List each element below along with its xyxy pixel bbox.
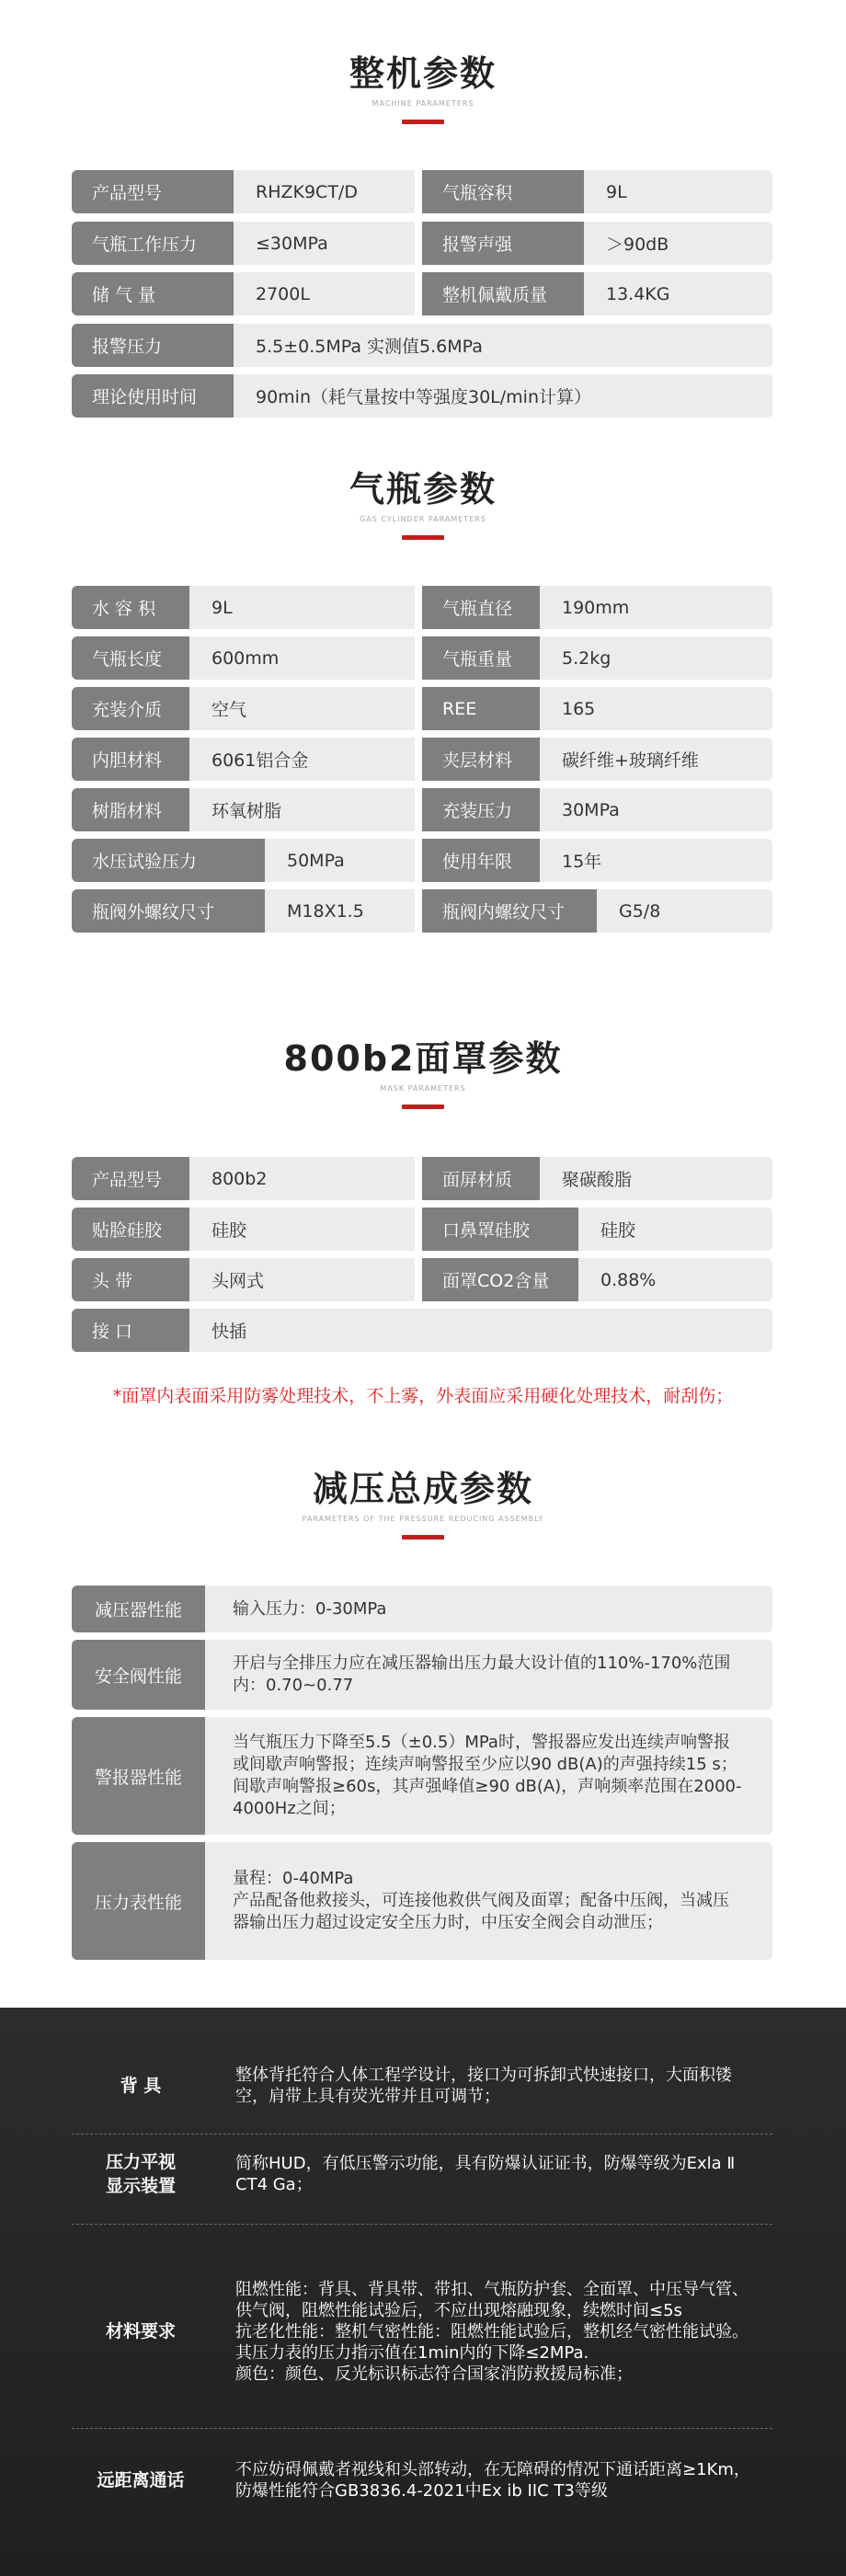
cylinder-value: 190mm xyxy=(540,586,772,629)
other-row-1 xyxy=(72,2056,772,2115)
cylinder-value: 15年 xyxy=(540,839,772,882)
reducer-section xyxy=(0,1466,846,1540)
machine-header xyxy=(0,51,846,124)
mask-note: *面罩内表面采用防雾处理技术，不上雾，外表面应采用硬化处理技术，耐刮伤； xyxy=(112,1386,734,1406)
divider xyxy=(72,2224,772,2225)
row-gap xyxy=(415,1258,422,1301)
machine-row-1 xyxy=(72,170,772,213)
reducer-value: 量程：0-40MPa 产品配备他救接头，可连接他救供气阀及面罩；配备中压阀，当减压器输出压力超过设定安全压力时，中压安全阀会自动泄压； xyxy=(205,1842,772,1960)
cylinder-row-3 xyxy=(72,687,772,730)
reducer-label: 安全阀性能 xyxy=(72,1640,205,1710)
cylinder-row-2 xyxy=(72,636,772,680)
row-gap xyxy=(415,170,422,213)
cylinder-label: 树脂材料 xyxy=(72,788,189,831)
cylinder-section xyxy=(0,466,846,540)
machine-value: 9L xyxy=(584,170,772,213)
machine-label: 整机佩戴质量 xyxy=(422,272,584,315)
other-label: 背 具 xyxy=(120,2076,162,2096)
mask-value: 800b2 xyxy=(189,1157,415,1200)
row-gap xyxy=(415,889,422,933)
cylinder-title: 气瓶参数 xyxy=(349,469,497,509)
mask-value: 头网式 xyxy=(189,1258,415,1301)
mask-label: 面罩CO2含量 xyxy=(422,1258,578,1301)
machine-value: 13.4KG xyxy=(584,272,772,315)
row-gap xyxy=(415,586,422,629)
mask-value: 硅胶 xyxy=(578,1208,772,1251)
cylinder-label: 水压试验压力 xyxy=(72,839,265,882)
mask-label: 接 口 xyxy=(72,1309,189,1352)
other-row-2 xyxy=(72,2145,772,2204)
cylinder-row-7 xyxy=(72,889,772,933)
reducer-row-2 xyxy=(72,1640,772,1710)
cylinder-label: 水 容 积 xyxy=(72,586,189,629)
cylinder-label: 瓶阀外螺纹尺寸 xyxy=(72,889,265,933)
reducer-title: 减压总成参数 xyxy=(312,1469,533,1509)
reducer-label: 警报器性能 xyxy=(72,1717,205,1835)
mask-label: 头 带 xyxy=(72,1258,189,1301)
reducer-value: 当气瓶压力下降至5.5（±0.5）MPa时，警报器应发出连续声响警报或间歇声响警报；连续声响警报至少应以90 dB(A)的声强持续15 s；间歇声响警报≥60s，其声强峰值≥90 dB(A)，声响频率范围在2000-4000Hz之间； xyxy=(205,1717,772,1835)
other-row-3 xyxy=(72,2258,772,2405)
row-gap xyxy=(415,738,422,781)
machine-row-5 xyxy=(72,374,772,418)
mask-label: 面屏材质 xyxy=(422,1157,540,1200)
reducer-title-underline xyxy=(402,1535,444,1540)
divider xyxy=(72,2134,772,2135)
machine-label: 理论使用时间 xyxy=(72,374,234,418)
reducer-label: 压力表性能 xyxy=(72,1842,205,1960)
divider xyxy=(72,2428,772,2429)
row-gap xyxy=(415,1157,422,1200)
mask-row-1 xyxy=(72,1157,772,1200)
other-label: 远距离通话 xyxy=(97,2470,185,2490)
mask-value: 快插 xyxy=(189,1309,772,1352)
cylinder-value: 50MPa xyxy=(265,839,415,882)
mask-section xyxy=(0,1036,846,1109)
mask-value: 0.88% xyxy=(578,1258,772,1301)
cylinder-label: 使用年限 xyxy=(422,839,540,882)
cylinder-value: G5/8 xyxy=(597,889,772,933)
other-value: 阻燃性能：背具、背具带、带扣、气瓶防护套、全面罩、中压导气管、供气阀，阻燃性能试验后，不应出现熔融现象，续燃时间≤5s 抗老化性能：整机气密性能：阻燃性能试验后，整机经气密性能试验。其压力表的压力指示值在1min内的下降≤2MPa. 颜色：颜色、反光标识标志符合国家消防救援局标准； xyxy=(235,2279,749,2384)
mask-row-3 xyxy=(72,1258,772,1301)
reducer-header xyxy=(0,1466,846,1540)
mask-header xyxy=(0,1036,846,1109)
machine-label: 储 气 量 xyxy=(72,272,234,315)
cylinder-header xyxy=(0,466,846,540)
machine-label: 气瓶容积 xyxy=(422,170,584,213)
reducer-value: 开启与全排压力应在减压器输出压力最大设计值的110%-170%范围内：0.70~0.77 xyxy=(205,1640,772,1710)
cylinder-label: 气瓶长度 xyxy=(72,636,189,680)
cylinder-value: M18X1.5 xyxy=(265,889,415,933)
cylinder-value: 环氧树脂 xyxy=(189,788,415,831)
cylinder-label: 内胆材料 xyxy=(72,738,189,781)
cylinder-row-6 xyxy=(72,839,772,882)
machine-value: ＞90dB xyxy=(584,222,772,265)
machine-value: 2700L xyxy=(234,272,415,315)
cylinder-row-4 xyxy=(72,738,772,781)
mask-subtitle: MASK PARAMETERS xyxy=(380,1084,466,1093)
cylinder-label: 瓶阀内螺纹尺寸 xyxy=(422,889,597,933)
cylinder-value: 5.2kg xyxy=(540,636,772,680)
mask-title: 800b2面罩参数 xyxy=(283,1038,563,1079)
cylinder-value: 6061铝合金 xyxy=(189,738,415,781)
row-gap xyxy=(415,788,422,831)
machine-section xyxy=(0,51,846,124)
machine-label: 气瓶工作压力 xyxy=(72,222,234,265)
other-value: 简称HUD，有低压警示功能，具有防爆认证证书，防爆等级为Exla Ⅱ CT4 Ga； xyxy=(235,2154,736,2194)
cylinder-value: 9L xyxy=(189,586,415,629)
mask-value: 聚碳酸脂 xyxy=(540,1157,772,1200)
cylinder-label: 气瓶重量 xyxy=(422,636,540,680)
machine-value: 90min（耗气量按中等强度30L/min计算） xyxy=(234,374,772,418)
reducer-row-4 xyxy=(72,1842,772,1960)
cylinder-label: 气瓶直径 xyxy=(422,586,540,629)
cylinder-label: 夹层材料 xyxy=(422,738,540,781)
cylinder-value: 碳纤维+玻璃纤维 xyxy=(540,738,772,781)
mask-title-underline xyxy=(402,1105,444,1109)
other-row-4 xyxy=(72,2451,772,2510)
machine-title-underline xyxy=(402,120,444,124)
cylinder-row-1 xyxy=(72,586,772,629)
machine-row-4 xyxy=(72,324,772,367)
machine-row-2 xyxy=(72,222,772,265)
machine-label: 产品型号 xyxy=(72,170,234,213)
machine-value: RHZK9CT/D xyxy=(234,170,415,213)
cylinder-value: 空气 xyxy=(189,687,415,730)
reducer-row-3 xyxy=(72,1717,772,1835)
row-gap xyxy=(415,687,422,730)
machine-title: 整机参数 xyxy=(349,53,497,94)
mask-value: 硅胶 xyxy=(189,1208,415,1251)
machine-value: 5.5±0.5MPa 实测值5.6MPa xyxy=(234,324,772,367)
cylinder-label: 充装介质 xyxy=(72,687,189,730)
machine-value: ≤30MPa xyxy=(234,222,415,265)
mask-label: 贴脸硅胶 xyxy=(72,1208,189,1251)
mask-row-2 xyxy=(72,1208,772,1251)
cylinder-value: 30MPa xyxy=(540,788,772,831)
machine-label: 报警声强 xyxy=(422,222,584,265)
other-label: 材料要求 xyxy=(105,2321,176,2341)
row-gap xyxy=(415,222,422,265)
cylinder-title-underline xyxy=(402,535,444,540)
mask-row-4 xyxy=(72,1309,772,1352)
cylinder-label: 充装压力 xyxy=(422,788,540,831)
cylinder-label: REE xyxy=(422,687,540,730)
other-value: 不应妨碍佩戴者视线和头部转动，在无障碍的情况下通话距离≥1Km，防爆性能符合GB3836.4-2021中Ex ib IIC T3等级 xyxy=(235,2460,750,2501)
other-label: 压力平视 显示装置 xyxy=(105,2152,176,2196)
cylinder-value: 165 xyxy=(540,687,772,730)
other-value: 整体背托符合人体工程学设计，接口为可拆卸式快速接口，大面积镂空，肩带上具有荧光带并且可调节； xyxy=(235,2066,732,2106)
row-gap xyxy=(415,636,422,680)
row-gap xyxy=(415,1208,422,1251)
machine-label: 报警压力 xyxy=(72,324,234,367)
cylinder-row-5 xyxy=(72,788,772,831)
cylinder-value: 600mm xyxy=(189,636,415,680)
row-gap xyxy=(415,272,422,315)
machine-row-3 xyxy=(72,272,772,315)
reducer-row-1 xyxy=(72,1586,772,1632)
machine-subtitle: MACHINE PARAMETERS xyxy=(372,99,474,108)
mask-label: 产品型号 xyxy=(72,1157,189,1200)
row-gap xyxy=(415,839,422,882)
reducer-value: 输入压力：0-30MPa xyxy=(205,1586,772,1632)
cylinder-subtitle: GAS CYLINDER PARAMETERS xyxy=(360,515,486,523)
reducer-subtitle: PARAMETERS OF THE PRESSURE REDUCING ASSEMBLY xyxy=(302,1515,544,1523)
reducer-label: 减压器性能 xyxy=(72,1586,205,1632)
mask-label: 口鼻罩硅胶 xyxy=(422,1208,578,1251)
